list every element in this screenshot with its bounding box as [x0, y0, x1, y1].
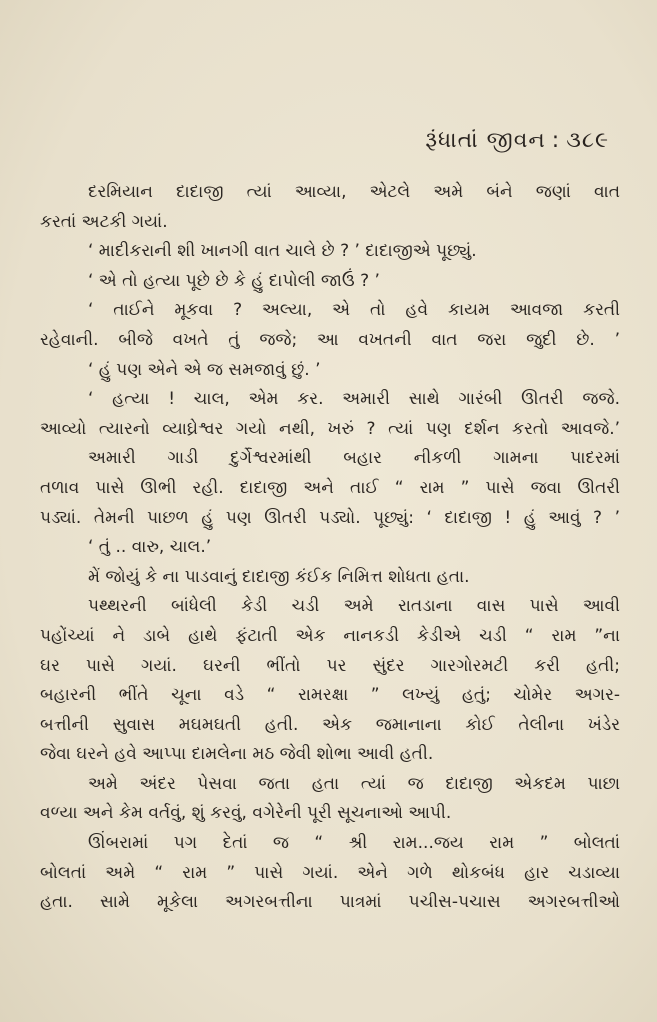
text-line: મેં જોયું કે ના પાડવાનું દાદાજી કંઈક નિમિત્ત શોધતા હતા.	[88, 566, 470, 587]
text-line: ‘ હું પણ એને એ જ સમજાવું છું. ’	[88, 359, 321, 380]
text-line: ‘ એ તો હત્યા પૂછે છે કે હું દાપોલી જાઉં ? ’	[88, 270, 380, 291]
text-line: દરમિયાન દાદાજી ત્યાં આવ્યા, એટલે અમે બંને જણાં વાત	[88, 182, 620, 202]
text-line: રહેવાની. બીજે વખતે તું જજે; આ વખતની વાત જરા જુદી છે. ’	[40, 329, 620, 350]
text-line: ઊંબરામાં પગ દેતાં જ “ શ્રી રામ...જય રામ ” બોલતાં	[88, 833, 620, 854]
page-body	[40, 178, 620, 918]
text-line: હતા. સામે મૂકેલા અગરબત્તીના પાત્રમાં પચીસ-પચાસ અગરબત્તીઓ	[40, 892, 620, 913]
text-line: કરતાં અટકી ગયાં.	[40, 211, 168, 232]
text-line: ‘ તું .. વારુ, ચાલ.’	[88, 537, 212, 558]
text-line: ‘ માદીકરાની શી ખાનગી વાત ચાલે છે ? ’ દાદાજીએ પૂછ્યું.	[88, 241, 477, 262]
text-line: વળ્યા અને કેમ વર્તવું, શું કરવું, વગેરેની પૂરી સૂચનાઓ આપી.	[40, 803, 452, 824]
text-line: ‘ તાઈને મૂકવા ? અલ્યા, એ તો હવે કાયમ આવજા કરતી	[88, 300, 620, 321]
text-line: તળાવ પાસે ઊભી રહી. દાદાજી અને તાઈ “ રામ ” પાસે જવા ઊતરી	[40, 477, 620, 498]
running-header	[425, 128, 609, 153]
text-line: બહારની ભીંતે ચૂના વડે “ રામરક્ષા ” લખ્યું હતું; ચોમેર અગર-	[40, 685, 620, 706]
text-line: ‘ હત્યા ! ચાલ, એમ કર. અમારી સાથે ગારંબી ઊતરી જજે.	[88, 389, 620, 410]
text-line: બોલતાં અમે “ રામ ” પાસે ગયાં. એને ગળે થોકબંધ હાર ચડાવ્યા	[40, 862, 620, 883]
header-separator: :	[551, 128, 561, 153]
text-line: પડ્યાં. તેમની પાછળ હું પણ ઊતરી પડ્યો. પૂછ્યું: ‘ દાદાજી ! હું આવું ? ’	[40, 507, 620, 528]
text-line: આવ્યો ત્યારનો વ્યાઘ્રેશ્વર ગયો નથી, ખરું ? ત્યાં પણ દર્શન કરતો આવજે.’	[40, 418, 620, 439]
text-line: બત્તીની સુવાસ મઘમઘતી હતી. એક જમાનાના કોઈ તેલીના ખંડેર	[40, 714, 620, 735]
page-number: ૩૮૯	[566, 128, 609, 153]
text-line: ઘર પાસે ગયાં. ઘરની ભીંતો પર સુંદર ગારગોરમટી કરી હતી;	[40, 655, 620, 676]
text-line: અમારી ગાડી દુર્ગેશ્વરમાંથી બહાર નીકળી ગામના પાદરમાં	[88, 448, 620, 469]
header-title: રૂંધાતાં જીવન	[425, 128, 546, 153]
text-line: જેવા ઘરને હવે આપ્પા દામલેના મઠ જેવી શોભા આવી હતી.	[40, 744, 434, 765]
text-line: અમે અંદર પેસવા જતા હતા ત્યાં જ દાદાજી એકદમ પાછા	[88, 773, 620, 794]
text-line: પહોંચ્યાં ને ડાબે હાથે ફંટાતી એક નાનકડી કેડીએ ચડી “ રામ ”ના	[40, 625, 620, 646]
text-line: પથ્થરની બાંધેલી કેડી ચડી અમે રાતડાના વાસ પાસે આવી	[88, 596, 620, 617]
